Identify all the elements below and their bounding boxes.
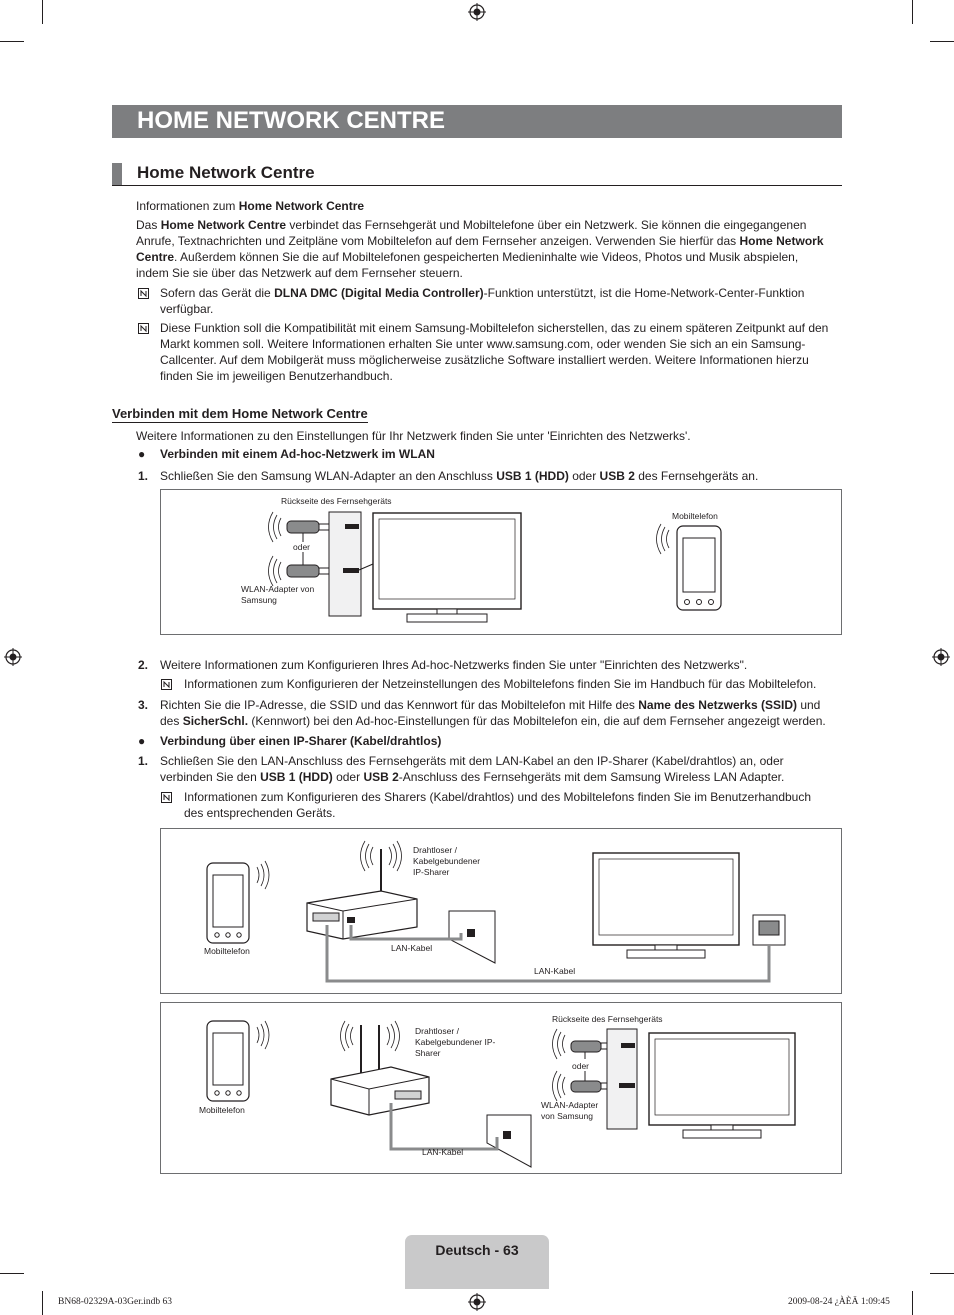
section-title: Home Network Centre [137,163,315,182]
registration-mark-icon [4,648,22,666]
label-router: Drahtloser / Kabelgebundener IP- Sharer [415,1026,496,1058]
tv-back-panel [329,512,373,616]
label-router: Drahtloser / Kabelgebundener IP-Sharer [413,845,481,877]
timestamp-slug: 2009-08-24 ¿ÀÈÄ 1:09:45 [788,1297,890,1307]
label-lan-cable: LAN-Kabel [422,1147,464,1157]
section-marker [112,163,122,185]
registration-mark-icon [932,648,950,666]
lan-port-icon [753,915,785,945]
note-dlna: Sofern das Gerät die DLNA DMC (Digital Media Controller)-Funktion unterstützt, ist die Home-Network-Center-Funktion verfügbar. [160,286,805,316]
diagram-wlan [161,1003,841,1173]
step-3-text: Richten Sie die IP-Adresse, die SSID und das Kennwort für das Mobiltelefon mit Hilfe des Name des Netzwerks (SSID) und des SicherSchl. (Kennwort) bei den Ad-hoc-Einstellungen für das Mobiltelefon ein, die auf dem Fernseher angezeigt werden. [160,698,826,728]
lan-cable [391,1103,497,1149]
wall-socket-icon [487,1115,531,1167]
intro-label: Informationen zum Home Network Centre [136,199,365,213]
bullet-icon: ● [138,734,146,748]
subheading-connect: Verbinden mit dem Home Network Centre [112,406,368,421]
crop-mark [0,41,24,42]
label-or: oder [293,542,311,552]
step-number: 1. [138,469,149,483]
wall-socket-icon [449,911,495,963]
bullet-adhoc: Verbinden mit einem Ad-hoc-Netzwerk im WLAN [160,447,435,461]
intro-paragraph: Das Home Network Centre verbindet das Fernsehgerät und Mobiltelefone über ein Netzwerk. Sie können die eingegangenen Anrufe, Textnachrichten und Zeitpläne vom Mobiltelefon auf dem Fernseher anzeigen. Verwenden Sie hierfür das Home Network Centre. Außerdem können Sie die auf Mobiltelefonen gespeicherten Medieninhalte wie Videos, Photos und Musik abspielen, indem Sie sie über das Netzwerk auf dem Fernseher steuern. [136,218,824,280]
label-tv-back: Rückseite des Fernsehgeräts [552,1014,663,1024]
note-icon [138,323,149,334]
diagram-lan [161,829,841,993]
tv-icon [373,513,521,622]
mobile-phone-icon [207,863,249,943]
tv-icon [593,853,739,958]
label-tv-back: Rückseite des Fernsehgeräts [281,496,392,506]
bullet-ip-sharer: Verbindung über einen IP-Sharer (Kabel/drahtlos) [160,734,442,748]
crop-mark [0,1273,24,1274]
page-number: Deutsch - 63 [435,1242,519,1258]
label-or: oder [572,1061,590,1071]
step-number: 1. [138,754,149,768]
mobile-phone-icon [677,526,721,610]
mobile-phone-icon [207,1021,249,1101]
bullet-icon: ● [138,447,146,461]
figure-adhoc [160,489,842,635]
step-2-note: Informationen zum Konfigurieren der Netzeinstellungen des Mobiltelefons finden Sie im Handbuch für das Mobiltelefon. [184,677,817,691]
tv-icon [649,1033,795,1138]
registration-mark-icon [468,3,486,21]
crop-mark [42,0,43,24]
label-mobile: Mobiltelefon [672,511,718,521]
step-2-text: Weitere Informationen zum Konfigurieren Ihres Ad-hoc-Netzwerks finden Sie unter "Einrichten des Netzwerks". [160,658,748,672]
ip-step-1-note: Informationen zum Konfigurieren des Sharers (Kabel/drahtlos) und des Mobiltelefons finden Sie im Benutzerhandbuch des entsprechenden Geräts. [184,790,812,820]
section-divider [112,185,842,186]
step-number: 2. [138,658,149,672]
crop-mark [930,1273,954,1274]
crop-mark [42,1291,43,1315]
label-mobile: Mobiltelefon [199,1105,245,1115]
crop-mark [912,1291,913,1315]
page-title: HOME NETWORK CENTRE [137,107,445,134]
label-mobile: Mobiltelefon [204,946,250,956]
figure-ip-sharer-lan [160,828,842,994]
label-lan-cable: LAN-Kabel [391,943,433,953]
tv-back-panel [607,1029,637,1129]
registration-mark-icon [468,1293,486,1311]
label-adapter: WLAN-Adapter von Samsung [541,1100,599,1121]
step-number: 3. [138,698,149,712]
note-icon [161,679,172,690]
wifi-waves-icon [257,841,402,889]
note-compatibility: Diese Funktion soll die Kompatibilität mit einem Samsung-Mobiltelefon sicherstellen, das zu einem späteren Zeitpunkt auf den Markt kommen soll. Weitere Informationen erhalten Sie unter www.samsung.com, oder wenden Sie sich an ein Samsung- Callcenter. Auf dem Mobilgerät muss möglicherweise zusätzliche Software installiert werden. Weitere Informationen hierzu finden Sie im jeweiligen Benutzerhandbuch. [160,321,829,383]
crop-mark [930,41,954,42]
ip-step-1-text: Schließen Sie den LAN-Anschluss des Fernsehgeräts mit dem LAN-Kabel an den IP-Sharer (Kabel/drahtlos) an, oder verbinden Sie den USB 1 (HDD) oder USB 2-Anschluss des Fernsehgeräts mit dem Samsung Wireless LAN Adapter. [160,754,785,784]
file-slug: BN68-02329A-03Ger.indb 63 [58,1297,172,1307]
connect-intro: Weitere Informationen zu den Einstellungen für Ihr Netzwerk finden Sie unter 'Einrichten des Netzwerks'. [136,429,691,443]
figure-ip-sharer-wlan [160,1002,842,1174]
label-adapter: WLAN-Adapter von Samsung [241,584,315,605]
note-icon [138,288,149,299]
label-lan-cable: LAN-Kabel [534,966,576,976]
crop-mark [912,0,913,24]
note-icon [161,792,172,803]
diagram-adhoc [161,490,841,634]
step-1-text: Schließen Sie den Samsung WLAN-Adapter an den Anschluss USB 1 (HDD) oder USB 2 des Fernsehgeräts an. [160,469,759,483]
